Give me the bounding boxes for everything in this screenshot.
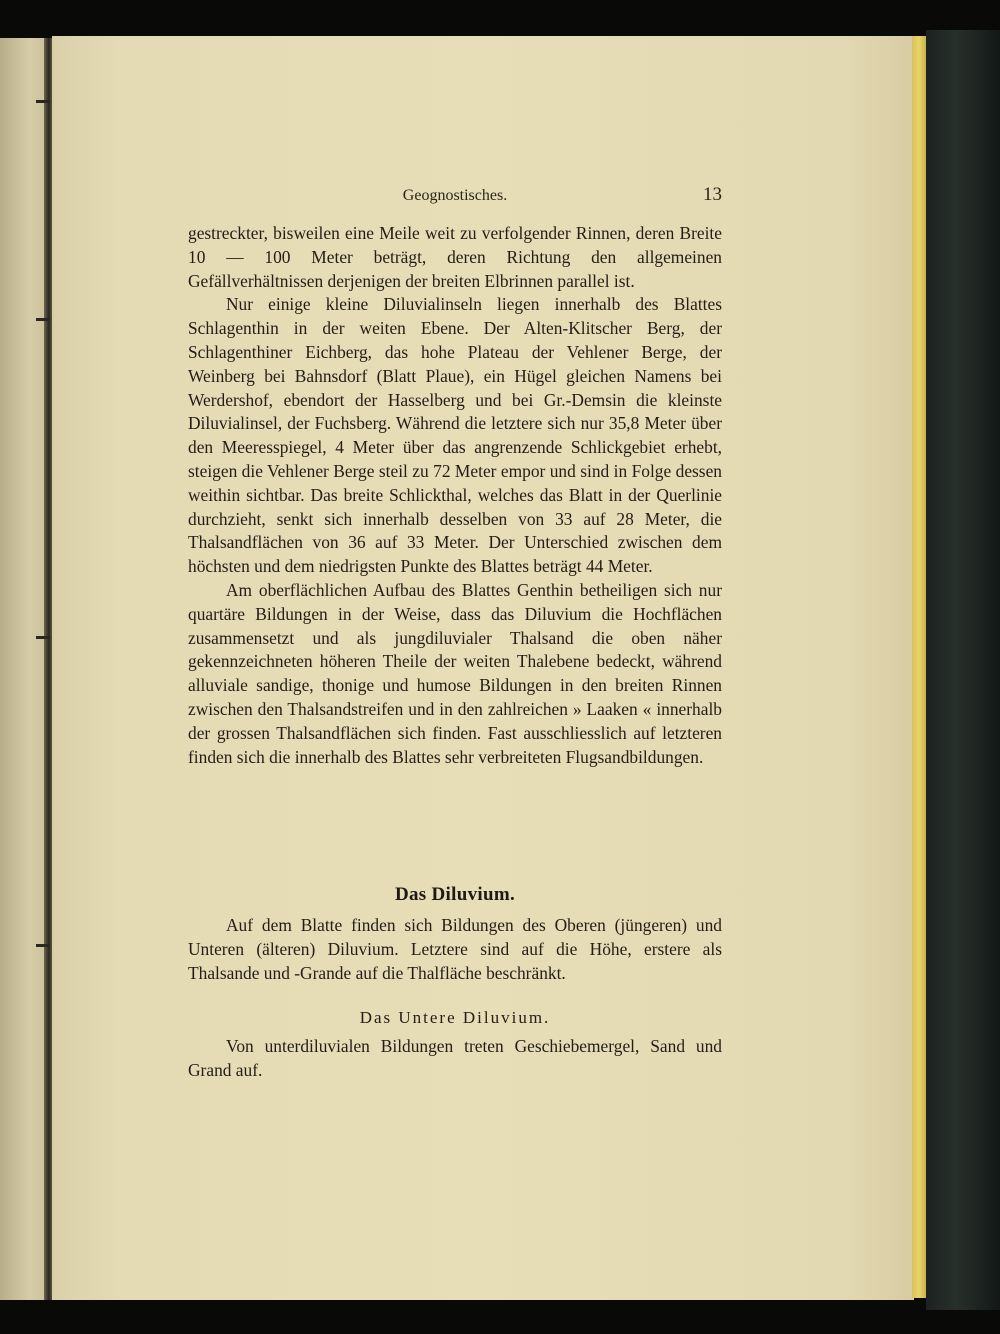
page-edge-gilt	[912, 36, 926, 1298]
body-section-1	[188, 222, 722, 769]
body-section-2	[188, 914, 722, 985]
paragraph: Von unterdiluvialen Bildungen treten Geschiebemergel, Sand und Grand auf.	[188, 1036, 722, 1080]
paragraph: Am oberflächlichen Aufbau des Blattes Genthin betheiligen sich nur quartäre Bildungen in der Weise, dass das Diluvium die Hochflächen zusammensetzt und als jungdiluvialer Thalsand die oben näher gekennzeichneten höheren Theile der weiten Thalebene bedeckt, während alluviale sandige, thonige und humose Bildungen in den breiten Rinnen zwischen den Thalsandstreifen und in den zahlreichen » Laaken « innerhalb der grossen Thalsandflächen sich finden. Fast ausschliesslich auf letzteren finden sich die innerhalb des Blattes sehr verbreiteten Flugsandbildungen.	[188, 579, 722, 767]
section-heading: Das Diluvium.	[394, 884, 516, 905]
paragraph: gestreckter, bisweilen eine Meile weit zu verfolgender Rinnen, deren Breite 10 — 100 Meter beträgt, deren Richtung den allgemeinen Gefällverhältnissen derjenigen der breiten Elbrinnen parallel ist.	[188, 223, 722, 291]
running-title: Geognostisches.	[402, 187, 508, 204]
book-gutter	[44, 38, 52, 1300]
subsection-heading: Das Untere Diluvium.	[359, 1008, 551, 1027]
facing-page-edge	[0, 38, 50, 1300]
body-section-3	[188, 1035, 722, 1083]
binding-thread	[36, 100, 50, 103]
paragraph: Auf dem Blatte finden sich Bildungen des Oberen (jüngeren) und Unteren (älteren) Diluvium. Letztere sind auf die Höhe, erstere als Thalsande und -Grande auf die Thalfläche beschränkt.	[188, 915, 722, 983]
paragraph: Nur einige kleine Diluvialinseln liegen innerhalb des Blattes Schlagenthin in der weiten Ebene. Der Alten-Klitscher Berg, der Schlagenthiner Eichberg, das hohe Plateau der Vehlener Berge, der Weinberg bei Bahnsdorf (Blatt Plaue), ein Hügel gleichen Namens bei Werdershof, ebendort der Hasselberg und bei Gr.-Demsin die kleinste Diluvialinsel, der Fuchsberg. Während die letztere sich nur 35,8 Meter über den Meeresspiegel, 4 Meter über das angrenzende Schlickgebiet erhebt, steigen die Vehlener Berge steil zu 72 Meter empor und sind in Folge dessen weithin sichtbar. Das breite Schlickthal, welches das Blatt in der Querlinie durchzieht, senkt sich innerhalb desselben von 33 auf 28 Meter, die Thalsandflächen von 36 auf 33 Meter. Der Unterschied zwischen dem höchsten und dem niedrigsten Punkte des Blattes beträgt 44 Meter.	[188, 294, 722, 577]
binding-thread	[36, 636, 50, 639]
page-header	[188, 184, 722, 211]
book-cover	[926, 30, 1000, 1310]
binding-thread	[36, 944, 50, 947]
binding-thread	[36, 318, 50, 321]
page-number: 13	[703, 184, 722, 205]
